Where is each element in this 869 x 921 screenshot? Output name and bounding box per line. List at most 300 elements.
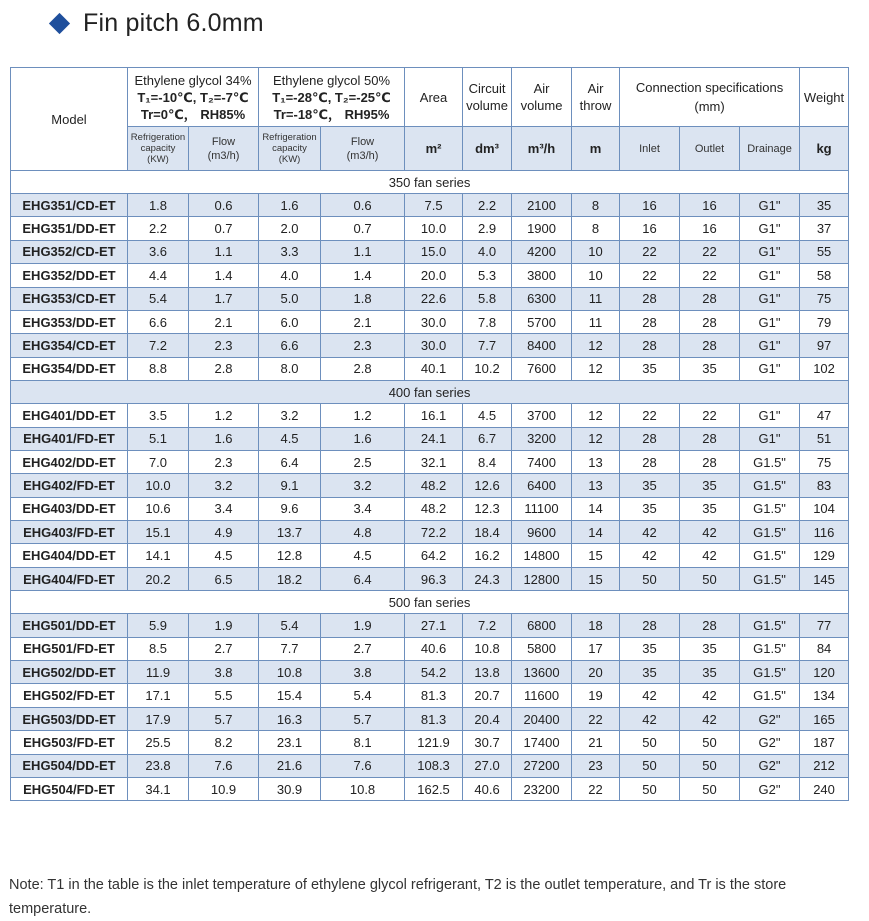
cell-inlet: 42 (620, 521, 680, 544)
cell-rc50: 18.2 (259, 567, 321, 590)
cell-model: EHG502/FD-ET (11, 684, 128, 707)
table-row (11, 194, 849, 217)
cell-flow34: 5.5 (189, 684, 259, 707)
cell-air-volume: 1900 (512, 217, 572, 240)
cell-rc50: 12.8 (259, 544, 321, 567)
cell-flow50: 1.1 (321, 240, 405, 263)
cell-drainage: G1.5" (740, 497, 800, 520)
glycol34-line2: T₁=-10℃, T₂=-7℃ (137, 89, 249, 105)
cell-air-volume: 7600 (512, 357, 572, 380)
cell-inlet: 42 (620, 707, 680, 730)
cell-air-throw: 12 (572, 334, 620, 357)
cell-flow34: 3.8 (189, 661, 259, 684)
cell-model: EHG401/FD-ET (11, 427, 128, 450)
cell-air-volume: 6400 (512, 474, 572, 497)
cell-outlet: 35 (680, 474, 740, 497)
cell-weight: 187 (800, 731, 849, 754)
cell-air-throw: 19 (572, 684, 620, 707)
table-row (11, 427, 849, 450)
cell-rc50: 23.1 (259, 731, 321, 754)
header-model-label: Model (51, 111, 87, 127)
cell-air-volume: 6800 (512, 614, 572, 637)
cell-drainage: G1" (740, 310, 800, 333)
cell-model: EHG402/DD-ET (11, 450, 128, 473)
cell-rc34: 10.0 (128, 474, 189, 497)
table-row (11, 731, 849, 754)
cell-outlet: 42 (680, 544, 740, 567)
header-air-throw-line1: Air (587, 81, 604, 96)
cell-circuit-volume: 7.8 (463, 310, 512, 333)
table-row (11, 287, 849, 310)
cell-rc34: 2.2 (128, 217, 189, 240)
cell-inlet: 50 (620, 731, 680, 754)
cell-model: EHG504/FD-ET (11, 777, 128, 800)
table-row (11, 567, 849, 590)
cell-inlet: 16 (620, 217, 680, 240)
cell-weight: 75 (800, 450, 849, 473)
cell-model: EHG501/DD-ET (11, 614, 128, 637)
cell-weight: 83 (800, 474, 849, 497)
cell-outlet: 22 (680, 240, 740, 263)
cell-outlet: 42 (680, 707, 740, 730)
header-air-volume-line2: volume (520, 98, 563, 113)
cell-rc50: 13.7 (259, 521, 321, 544)
subheader-inlet: Inlet (620, 127, 680, 171)
cell-inlet: 28 (620, 334, 680, 357)
cell-circuit-volume: 16.2 (463, 544, 512, 567)
cell-rc50: 6.0 (259, 310, 321, 333)
cell-air-volume: 7400 (512, 450, 572, 473)
cell-weight: 77 (800, 614, 849, 637)
cell-weight: 79 (800, 310, 849, 333)
subheader-area-unit: m² (405, 127, 463, 171)
cell-flow34: 6.5 (189, 567, 259, 590)
subheader-drainage: Drainage (740, 127, 800, 171)
cell-drainage: G2" (740, 731, 800, 754)
cell-drainage: G1" (740, 217, 800, 240)
cell-flow34: 2.3 (189, 334, 259, 357)
cell-model: EHG354/CD-ET (11, 334, 128, 357)
subheader-rc34 (128, 127, 189, 171)
cell-air-volume: 4200 (512, 240, 572, 263)
cell-inlet: 28 (620, 427, 680, 450)
cell-inlet: 16 (620, 194, 680, 217)
cell-inlet: 22 (620, 240, 680, 263)
cell-air-volume: 13600 (512, 661, 572, 684)
cell-flow50: 1.6 (321, 427, 405, 450)
cell-outlet: 35 (680, 497, 740, 520)
header-circuit-line2: volume (466, 98, 508, 113)
cell-area: 162.5 (405, 777, 463, 800)
table-row (11, 544, 849, 567)
cell-drainage: G1" (740, 240, 800, 263)
cell-circuit-volume: 4.5 (463, 404, 512, 427)
cell-circuit-volume: 18.4 (463, 521, 512, 544)
cell-model: EHG353/DD-ET (11, 310, 128, 333)
cell-air-volume: 11600 (512, 684, 572, 707)
cell-flow50: 2.7 (321, 637, 405, 660)
cell-rc50: 9.6 (259, 497, 321, 520)
cell-circuit-volume: 13.8 (463, 661, 512, 684)
cell-weight: 75 (800, 287, 849, 310)
cell-flow34: 0.6 (189, 194, 259, 217)
cell-inlet: 35 (620, 357, 680, 380)
cell-air-throw: 17 (572, 637, 620, 660)
cell-flow50: 2.8 (321, 357, 405, 380)
cell-weight: 84 (800, 637, 849, 660)
cell-weight: 145 (800, 567, 849, 590)
cell-rc34: 23.8 (128, 754, 189, 777)
flow34-line1: Flow (211, 135, 236, 148)
cell-drainage: G1.5" (740, 544, 800, 567)
table-row (11, 661, 849, 684)
cell-flow34: 1.2 (189, 404, 259, 427)
cell-air-throw: 23 (572, 754, 620, 777)
rc50-line1: Refrigeration (262, 132, 317, 143)
cell-area: 22.6 (405, 287, 463, 310)
cell-outlet: 42 (680, 521, 740, 544)
cell-rc34: 4.4 (128, 264, 189, 287)
cell-weight: 240 (800, 777, 849, 800)
cell-model: EHG354/DD-ET (11, 357, 128, 380)
cell-air-throw: 12 (572, 404, 620, 427)
cell-flow50: 2.5 (321, 450, 405, 473)
cell-circuit-volume: 12.6 (463, 474, 512, 497)
cell-flow34: 1.1 (189, 240, 259, 263)
cell-drainage: G1" (740, 264, 800, 287)
cell-area: 48.2 (405, 497, 463, 520)
header-row-sub (11, 127, 849, 171)
cell-area: 48.2 (405, 474, 463, 497)
cell-rc50: 6.4 (259, 450, 321, 473)
cell-circuit-volume: 7.7 (463, 334, 512, 357)
cell-inlet: 28 (620, 287, 680, 310)
cell-model: EHG401/DD-ET (11, 404, 128, 427)
cell-area: 7.5 (405, 194, 463, 217)
cell-flow50: 3.2 (321, 474, 405, 497)
table-row (11, 777, 849, 800)
subheader-flow34 (189, 127, 259, 171)
cell-weight: 120 (800, 661, 849, 684)
cell-inlet: 35 (620, 497, 680, 520)
table-row (11, 754, 849, 777)
cell-area: 40.6 (405, 637, 463, 660)
table-row (11, 637, 849, 660)
cell-rc50: 6.6 (259, 334, 321, 357)
cell-flow50: 7.6 (321, 754, 405, 777)
rc34-line2: capacity (140, 143, 176, 154)
cell-area: 16.1 (405, 404, 463, 427)
cell-flow50: 5.7 (321, 707, 405, 730)
cell-outlet: 28 (680, 427, 740, 450)
cell-flow50: 1.2 (321, 404, 405, 427)
cell-air-throw: 22 (572, 777, 620, 800)
subheader-flow50 (321, 127, 405, 171)
header-area (405, 68, 463, 127)
cell-rc50: 2.0 (259, 217, 321, 240)
rc50-line3: (KW) (278, 154, 301, 165)
cell-area: 27.1 (405, 614, 463, 637)
header-air-volume (512, 68, 572, 127)
series-row (11, 381, 849, 404)
cell-circuit-volume: 8.4 (463, 450, 512, 473)
cell-drainage: G1.5" (740, 521, 800, 544)
cell-rc34: 5.1 (128, 427, 189, 450)
cell-air-throw: 10 (572, 264, 620, 287)
cell-model: EHG404/FD-ET (11, 567, 128, 590)
cell-rc34: 8.8 (128, 357, 189, 380)
cell-rc34: 10.6 (128, 497, 189, 520)
cell-flow34: 2.1 (189, 310, 259, 333)
header-air-volume-line1: Air (533, 81, 550, 96)
cell-drainage: G1.5" (740, 661, 800, 684)
cell-model: EHG503/FD-ET (11, 731, 128, 754)
cell-drainage: G2" (740, 707, 800, 730)
cell-flow50: 8.1 (321, 731, 405, 754)
rc50-line2: capacity (272, 143, 307, 154)
cell-flow34: 1.6 (189, 427, 259, 450)
cell-drainage: G1.5" (740, 567, 800, 590)
cell-flow34: 2.8 (189, 357, 259, 380)
cell-rc50: 3.2 (259, 404, 321, 427)
cell-area: 10.0 (405, 217, 463, 240)
cell-rc34: 14.1 (128, 544, 189, 567)
header-glycol50 (259, 68, 405, 127)
flow50-line2: (m3/h) (346, 149, 379, 162)
cell-drainage: G1.5" (740, 637, 800, 660)
header-connection (620, 68, 800, 127)
cell-outlet: 50 (680, 567, 740, 590)
cell-weight: 51 (800, 427, 849, 450)
cell-flow34: 7.6 (189, 754, 259, 777)
header-circuit-line1: Circuit (468, 81, 506, 96)
subheader-weight-unit: kg (800, 127, 849, 171)
cell-outlet: 22 (680, 404, 740, 427)
cell-drainage: G2" (740, 777, 800, 800)
cell-rc50: 30.9 (259, 777, 321, 800)
table-row (11, 264, 849, 287)
cell-flow50: 10.8 (321, 777, 405, 800)
diamond-bullet-icon (49, 12, 70, 33)
cell-outlet: 35 (680, 357, 740, 380)
header-area-label: Area (419, 89, 448, 105)
cell-flow34: 2.3 (189, 450, 259, 473)
cell-air-volume: 5700 (512, 310, 572, 333)
cell-air-volume: 23200 (512, 777, 572, 800)
cell-circuit-volume: 12.3 (463, 497, 512, 520)
table-row (11, 521, 849, 544)
cell-weight: 116 (800, 521, 849, 544)
cell-model: EHG353/CD-ET (11, 287, 128, 310)
cell-air-volume: 3800 (512, 264, 572, 287)
cell-flow50: 5.4 (321, 684, 405, 707)
cell-flow34: 0.7 (189, 217, 259, 240)
cell-air-throw: 12 (572, 357, 620, 380)
cell-circuit-volume: 40.6 (463, 777, 512, 800)
cell-air-throw: 8 (572, 217, 620, 240)
cell-inlet: 28 (620, 450, 680, 473)
cell-outlet: 35 (680, 661, 740, 684)
footnote: Note: T1 in the table is the inlet temperature of ethylene glycol refrigerant, T2 is the outlet temperature, and Tr is the store temperature. (9, 877, 787, 917)
cell-area: 32.1 (405, 450, 463, 473)
cell-air-volume: 12800 (512, 567, 572, 590)
cell-model: EHG503/DD-ET (11, 707, 128, 730)
cell-air-volume: 14800 (512, 544, 572, 567)
header-air-throw-line2: throw (579, 98, 612, 113)
cell-outlet: 50 (680, 731, 740, 754)
cell-area: 81.3 (405, 684, 463, 707)
table-row (11, 497, 849, 520)
cell-rc34: 17.9 (128, 707, 189, 730)
glycol50-line2: T₁=-28℃, T₂=-25℃ (272, 89, 391, 105)
table-row (11, 357, 849, 380)
header-weight-label: Weight (803, 89, 845, 105)
cell-inlet: 42 (620, 544, 680, 567)
cell-flow34: 1.7 (189, 287, 259, 310)
series-row (11, 591, 849, 614)
cell-inlet: 50 (620, 567, 680, 590)
table-row (11, 310, 849, 333)
cell-model: EHG502/DD-ET (11, 661, 128, 684)
series-label: 350 fan series (11, 171, 849, 194)
cell-air-volume: 27200 (512, 754, 572, 777)
cell-circuit-volume: 20.4 (463, 707, 512, 730)
cell-rc34: 8.5 (128, 637, 189, 660)
cell-rc50: 5.0 (259, 287, 321, 310)
table-row (11, 684, 849, 707)
cell-circuit-volume: 6.7 (463, 427, 512, 450)
cell-area: 54.2 (405, 661, 463, 684)
cell-inlet: 50 (620, 754, 680, 777)
cell-air-throw: 11 (572, 310, 620, 333)
cell-flow50: 3.8 (321, 661, 405, 684)
cell-flow34: 3.4 (189, 497, 259, 520)
header-circuit-volume (463, 68, 512, 127)
cell-flow34: 4.9 (189, 521, 259, 544)
cell-air-throw: 8 (572, 194, 620, 217)
cell-circuit-volume: 2.9 (463, 217, 512, 240)
cell-circuit-volume: 10.2 (463, 357, 512, 380)
cell-drainage: G1.5" (740, 450, 800, 473)
header-glycol34 (128, 68, 259, 127)
table-row (11, 474, 849, 497)
cell-outlet: 35 (680, 637, 740, 660)
cell-air-throw: 20 (572, 661, 620, 684)
cell-circuit-volume: 5.3 (463, 264, 512, 287)
cell-drainage: G1.5" (740, 684, 800, 707)
cell-air-throw: 14 (572, 497, 620, 520)
cell-outlet: 16 (680, 217, 740, 240)
cell-inlet: 22 (620, 404, 680, 427)
cell-inlet: 35 (620, 474, 680, 497)
cell-rc34: 3.5 (128, 404, 189, 427)
cell-weight: 55 (800, 240, 849, 263)
table-row (11, 707, 849, 730)
flow50-line1: Flow (350, 135, 375, 148)
cell-area: 81.3 (405, 707, 463, 730)
cell-outlet: 28 (680, 287, 740, 310)
cell-air-throw: 12 (572, 427, 620, 450)
cell-circuit-volume: 2.2 (463, 194, 512, 217)
cell-outlet: 28 (680, 614, 740, 637)
cell-flow50: 2.3 (321, 334, 405, 357)
cell-air-volume: 8400 (512, 334, 572, 357)
cell-inlet: 50 (620, 777, 680, 800)
cell-flow50: 1.4 (321, 264, 405, 287)
cell-area: 64.2 (405, 544, 463, 567)
cell-air-volume: 20400 (512, 707, 572, 730)
cell-area: 108.3 (405, 754, 463, 777)
cell-weight: 134 (800, 684, 849, 707)
cell-air-volume: 6300 (512, 287, 572, 310)
cell-flow34: 1.4 (189, 264, 259, 287)
series-row (11, 171, 849, 194)
cell-outlet: 28 (680, 450, 740, 473)
cell-outlet: 16 (680, 194, 740, 217)
cell-flow34: 8.2 (189, 731, 259, 754)
cell-rc34: 6.6 (128, 310, 189, 333)
cell-air-throw: 11 (572, 287, 620, 310)
rc34-line3: (KW) (147, 154, 169, 165)
subheader-rc50 (259, 127, 321, 171)
cell-area: 20.0 (405, 264, 463, 287)
table-body (11, 171, 849, 801)
cell-flow50: 3.4 (321, 497, 405, 520)
cell-flow34: 5.7 (189, 707, 259, 730)
cell-air-throw: 22 (572, 707, 620, 730)
cell-rc50: 4.0 (259, 264, 321, 287)
cell-model: EHG351/CD-ET (11, 194, 128, 217)
cell-circuit-volume: 10.8 (463, 637, 512, 660)
cell-circuit-volume: 7.2 (463, 614, 512, 637)
cell-rc50: 5.4 (259, 614, 321, 637)
cell-air-volume: 11100 (512, 497, 572, 520)
table-row (11, 450, 849, 473)
cell-circuit-volume: 24.3 (463, 567, 512, 590)
spec-table (10, 67, 849, 801)
cell-model: EHG403/DD-ET (11, 497, 128, 520)
cell-weight: 212 (800, 754, 849, 777)
cell-air-volume: 3200 (512, 427, 572, 450)
cell-weight: 47 (800, 404, 849, 427)
cell-area: 24.1 (405, 427, 463, 450)
cell-rc34: 5.9 (128, 614, 189, 637)
cell-rc50: 1.6 (259, 194, 321, 217)
cell-drainage: G2" (740, 754, 800, 777)
cell-outlet: 50 (680, 777, 740, 800)
cell-area: 40.1 (405, 357, 463, 380)
cell-air-volume: 2100 (512, 194, 572, 217)
cell-area: 15.0 (405, 240, 463, 263)
cell-inlet: 42 (620, 684, 680, 707)
cell-air-throw: 10 (572, 240, 620, 263)
header-weight (800, 68, 849, 127)
cell-rc34: 17.1 (128, 684, 189, 707)
cell-flow50: 4.8 (321, 521, 405, 544)
glycol50-line1: Ethylene glycol 50% (272, 72, 391, 88)
cell-model: EHG403/FD-ET (11, 521, 128, 544)
subheader-circuit-unit: dm³ (463, 127, 512, 171)
cell-outlet: 42 (680, 684, 740, 707)
cell-flow50: 6.4 (321, 567, 405, 590)
cell-air-volume: 17400 (512, 731, 572, 754)
cell-rc50: 7.7 (259, 637, 321, 660)
cell-rc34: 20.2 (128, 567, 189, 590)
cell-drainage: G1.5" (740, 474, 800, 497)
cell-model: EHG404/DD-ET (11, 544, 128, 567)
table-row (11, 217, 849, 240)
cell-circuit-volume: 5.8 (463, 287, 512, 310)
